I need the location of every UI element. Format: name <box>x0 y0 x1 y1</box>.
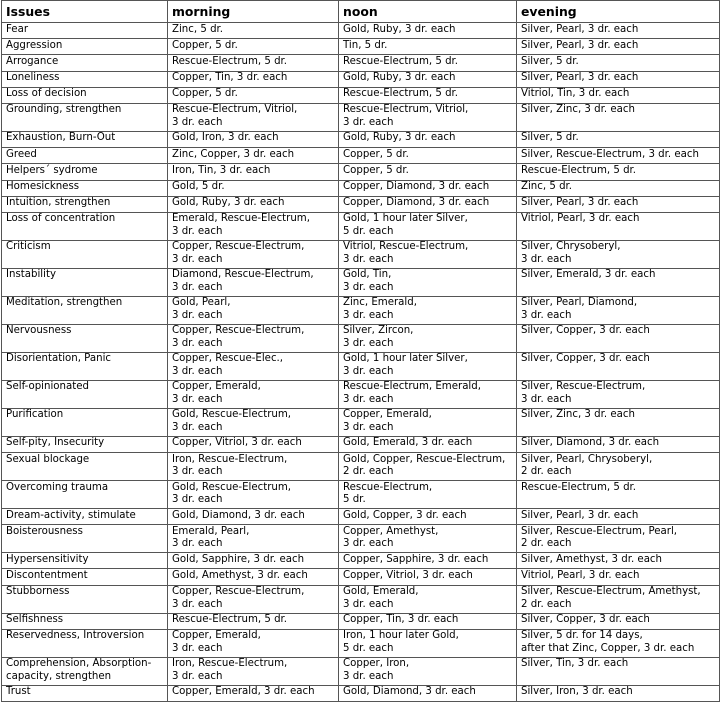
table-row <box>2 23 720 39</box>
noon-cell: Rescue-Electrum, 5 dr. <box>339 481 517 509</box>
evening-cell: Silver, Pearl, 3 dr. each <box>517 39 720 55</box>
table-row <box>2 380 720 408</box>
table-row <box>2 103 720 131</box>
issue-cell: Loss of concentration <box>2 212 168 240</box>
evening-cell: Silver, Emerald, 3 dr. each <box>517 268 720 296</box>
table-row <box>2 629 720 657</box>
morning-cell: Rescue-Electrum, Vitriol, 3 dr. each <box>168 103 339 131</box>
morning-cell: Iron, Tin, 3 dr. each <box>168 164 339 180</box>
issue-cell: Nervousness <box>2 324 168 352</box>
evening-cell: Rescue-Electrum, 5 dr. <box>517 164 720 180</box>
morning-cell: Copper, Emerald, 3 dr. each <box>168 629 339 657</box>
table-row <box>2 408 720 436</box>
issue-cell: Meditation, strengthen <box>2 296 168 324</box>
evening-cell: Silver, 5 dr. <box>517 55 720 71</box>
noon-cell: Copper, Amethyst, 3 dr. each <box>339 525 517 553</box>
morning-cell: Copper, 5 dr. <box>168 39 339 55</box>
table-row <box>2 39 720 55</box>
issue-cell: Hypersensitivity <box>2 553 168 569</box>
issue-cell: Self-pity, Insecurity <box>2 436 168 452</box>
noon-cell: Gold, Ruby, 3 dr. each <box>339 71 517 87</box>
header-row <box>2 1 720 23</box>
noon-cell: Gold, 1 hour later Silver, 3 dr. each <box>339 352 517 380</box>
table-row <box>2 453 720 481</box>
remedy-table <box>1 0 720 702</box>
morning-cell: Gold, Pearl, 3 dr. each <box>168 296 339 324</box>
morning-cell: Zinc, 5 dr. <box>168 23 339 39</box>
evening-cell: Silver, Chrysoberyl, 3 dr. each <box>517 240 720 268</box>
evening-cell: Rescue-Electrum, 5 dr. <box>517 481 720 509</box>
evening-cell: Silver, Pearl, Chrysoberyl, 2 dr. each <box>517 453 720 481</box>
noon-cell: Iron, 1 hour later Gold, 5 dr. each <box>339 629 517 657</box>
table-row <box>2 71 720 87</box>
evening-cell: Vitriol, Pearl, 3 dr. each <box>517 212 720 240</box>
issue-cell: Helpers´ sydrome <box>2 164 168 180</box>
issue-cell: Self-opinionated <box>2 380 168 408</box>
table-row <box>2 196 720 212</box>
issue-cell: Purification <box>2 408 168 436</box>
noon-cell: Copper, Emerald, 3 dr. each <box>339 408 517 436</box>
morning-cell: Gold, Rescue-Electrum, 3 dr. each <box>168 481 339 509</box>
issue-cell: Instability <box>2 268 168 296</box>
header-noon: noon <box>339 1 517 23</box>
issue-cell: Dream-activity, stimulate <box>2 509 168 525</box>
noon-cell: Copper, 5 dr. <box>339 148 517 164</box>
evening-cell: Silver, Pearl, 3 dr. each <box>517 23 720 39</box>
noon-cell: Copper, Vitriol, 3 dr. each <box>339 569 517 585</box>
evening-cell: Zinc, 5 dr. <box>517 180 720 196</box>
issue-cell: Fear <box>2 23 168 39</box>
morning-cell: Gold, 5 dr. <box>168 180 339 196</box>
table-row <box>2 164 720 180</box>
table-row <box>2 296 720 324</box>
morning-cell: Copper, Emerald, 3 dr. each <box>168 380 339 408</box>
issue-cell: Greed <box>2 148 168 164</box>
noon-cell: Rescue-Electrum, 5 dr. <box>339 87 517 103</box>
table-body <box>2 23 720 702</box>
issue-cell: Criticism <box>2 240 168 268</box>
evening-cell: Silver, Zinc, 3 dr. each <box>517 408 720 436</box>
table-row <box>2 613 720 629</box>
table-row <box>2 148 720 164</box>
noon-cell: Gold, Emerald, 3 dr. each <box>339 585 517 613</box>
noon-cell: Zinc, Emerald, 3 dr. each <box>339 296 517 324</box>
issue-cell: Intuition, strengthen <box>2 196 168 212</box>
evening-cell: Silver, 5 dr. for 14 days, after that Zinc, Copper, 3 dr. each <box>517 629 720 657</box>
morning-cell: Diamond, Rescue-Electrum, 3 dr. each <box>168 268 339 296</box>
table-row <box>2 180 720 196</box>
table-row <box>2 509 720 525</box>
issue-cell: Loss of decision <box>2 87 168 103</box>
morning-cell: Rescue-Electrum, 5 dr. <box>168 55 339 71</box>
noon-cell: Gold, Emerald, 3 dr. each <box>339 436 517 452</box>
evening-cell: Silver, Pearl, 3 dr. each <box>517 196 720 212</box>
evening-cell: Silver, Rescue-Electrum, 3 dr. each <box>517 148 720 164</box>
issue-cell: Reservedness, Introversion <box>2 629 168 657</box>
header-evening: evening <box>517 1 720 23</box>
issue-cell: Aggression <box>2 39 168 55</box>
morning-cell: Emerald, Rescue-Electrum, 3 dr. each <box>168 212 339 240</box>
issue-cell: Boisterousness <box>2 525 168 553</box>
noon-cell: Copper, Sapphire, 3 dr. each <box>339 553 517 569</box>
evening-cell: Silver, Pearl, Diamond, 3 dr. each <box>517 296 720 324</box>
evening-cell: Vitriol, Tin, 3 dr. each <box>517 87 720 103</box>
noon-cell: Gold, Diamond, 3 dr. each <box>339 685 517 701</box>
evening-cell: Silver, Diamond, 3 dr. each <box>517 436 720 452</box>
morning-cell: Copper, Rescue-Electrum, 3 dr. each <box>168 240 339 268</box>
noon-cell: Gold, Tin, 3 dr. each <box>339 268 517 296</box>
table-row <box>2 87 720 103</box>
issue-cell: Loneliness <box>2 71 168 87</box>
header-morning: morning <box>168 1 339 23</box>
table-row <box>2 685 720 701</box>
morning-cell: Copper, Rescue-Elec., 3 dr. each <box>168 352 339 380</box>
morning-cell: Zinc, Copper, 3 dr. each <box>168 148 339 164</box>
noon-cell: Copper, 5 dr. <box>339 164 517 180</box>
morning-cell: Gold, Iron, 3 dr. each <box>168 131 339 147</box>
evening-cell: Silver, Amethyst, 3 dr. each <box>517 553 720 569</box>
issue-cell: Stubborness <box>2 585 168 613</box>
morning-cell: Copper, 5 dr. <box>168 87 339 103</box>
table-row <box>2 352 720 380</box>
issue-cell: Exhaustion, Burn-Out <box>2 131 168 147</box>
evening-cell: Silver, Copper, 3 dr. each <box>517 613 720 629</box>
evening-cell: Silver, Iron, 3 dr. each <box>517 685 720 701</box>
morning-cell: Copper, Tin, 3 dr. each <box>168 71 339 87</box>
noon-cell: Rescue-Electrum, Emerald, 3 dr. each <box>339 380 517 408</box>
evening-cell: Silver, Rescue-Electrum, Amethyst, 2 dr. each <box>517 585 720 613</box>
header-issues: Issues <box>2 1 168 23</box>
table-row <box>2 240 720 268</box>
evening-cell: Silver, 5 dr. <box>517 131 720 147</box>
noon-cell: Gold, Copper, Rescue-Electrum, 2 dr. each <box>339 453 517 481</box>
morning-cell: Gold, Ruby, 3 dr. each <box>168 196 339 212</box>
noon-cell: Vitriol, Rescue-Electrum, 3 dr. each <box>339 240 517 268</box>
evening-cell: Silver, Pearl, 3 dr. each <box>517 509 720 525</box>
noon-cell: Rescue-Electrum, 5 dr. <box>339 55 517 71</box>
noon-cell: Copper, Iron, 3 dr. each <box>339 657 517 685</box>
noon-cell: Copper, Diamond, 3 dr. each <box>339 180 517 196</box>
table-row <box>2 324 720 352</box>
morning-cell: Copper, Rescue-Electrum, 3 dr. each <box>168 324 339 352</box>
table-row <box>2 436 720 452</box>
table-row <box>2 525 720 553</box>
noon-cell: Gold, Copper, 3 dr. each <box>339 509 517 525</box>
table-row <box>2 131 720 147</box>
issue-cell: Arrogance <box>2 55 168 71</box>
noon-cell: Silver, Zircon, 3 dr. each <box>339 324 517 352</box>
evening-cell: Silver, Zinc, 3 dr. each <box>517 103 720 131</box>
morning-cell: Rescue-Electrum, 5 dr. <box>168 613 339 629</box>
issue-cell: Sexual blockage <box>2 453 168 481</box>
issue-cell: Selfishness <box>2 613 168 629</box>
issue-cell: Homesickness <box>2 180 168 196</box>
issue-cell: Comprehension, Absorption- capacity, strengthen <box>2 657 168 685</box>
noon-cell: Gold, 1 hour later Silver, 5 dr. each <box>339 212 517 240</box>
evening-cell: Silver, Tin, 3 dr. each <box>517 657 720 685</box>
noon-cell: Copper, Tin, 3 dr. each <box>339 613 517 629</box>
noon-cell: Gold, Ruby, 3 dr. each <box>339 131 517 147</box>
issue-cell: Overcoming trauma <box>2 481 168 509</box>
noon-cell: Rescue-Electrum, Vitriol, 3 dr. each <box>339 103 517 131</box>
table-row <box>2 553 720 569</box>
table-row <box>2 569 720 585</box>
evening-cell: Silver, Pearl, 3 dr. each <box>517 71 720 87</box>
morning-cell: Iron, Rescue-Electrum, 3 dr. each <box>168 453 339 481</box>
morning-cell: Gold, Sapphire, 3 dr. each <box>168 553 339 569</box>
evening-cell: Silver, Rescue-Electrum, 3 dr. each <box>517 380 720 408</box>
table-row <box>2 657 720 685</box>
evening-cell: Silver, Copper, 3 dr. each <box>517 352 720 380</box>
morning-cell: Gold, Rescue-Electrum, 3 dr. each <box>168 408 339 436</box>
table-row <box>2 55 720 71</box>
morning-cell: Copper, Vitriol, 3 dr. each <box>168 436 339 452</box>
table-row <box>2 212 720 240</box>
morning-cell: Copper, Emerald, 3 dr. each <box>168 685 339 701</box>
issue-cell: Grounding, strengthen <box>2 103 168 131</box>
morning-cell: Copper, Rescue-Electrum, 3 dr. each <box>168 585 339 613</box>
evening-cell: Vitriol, Pearl, 3 dr. each <box>517 569 720 585</box>
evening-cell: Silver, Copper, 3 dr. each <box>517 324 720 352</box>
issue-cell: Discontentment <box>2 569 168 585</box>
morning-cell: Gold, Diamond, 3 dr. each <box>168 509 339 525</box>
morning-cell: Emerald, Pearl, 3 dr. each <box>168 525 339 553</box>
issue-cell: Disorientation, Panic <box>2 352 168 380</box>
noon-cell: Copper, Diamond, 3 dr. each <box>339 196 517 212</box>
noon-cell: Tin, 5 dr. <box>339 39 517 55</box>
evening-cell: Silver, Rescue-Electrum, Pearl, 2 dr. each <box>517 525 720 553</box>
issue-cell: Trust <box>2 685 168 701</box>
table-row <box>2 481 720 509</box>
morning-cell: Iron, Rescue-Electrum, 3 dr. each <box>168 657 339 685</box>
table-row <box>2 585 720 613</box>
morning-cell: Gold, Amethyst, 3 dr. each <box>168 569 339 585</box>
table-row <box>2 268 720 296</box>
noon-cell: Gold, Ruby, 3 dr. each <box>339 23 517 39</box>
